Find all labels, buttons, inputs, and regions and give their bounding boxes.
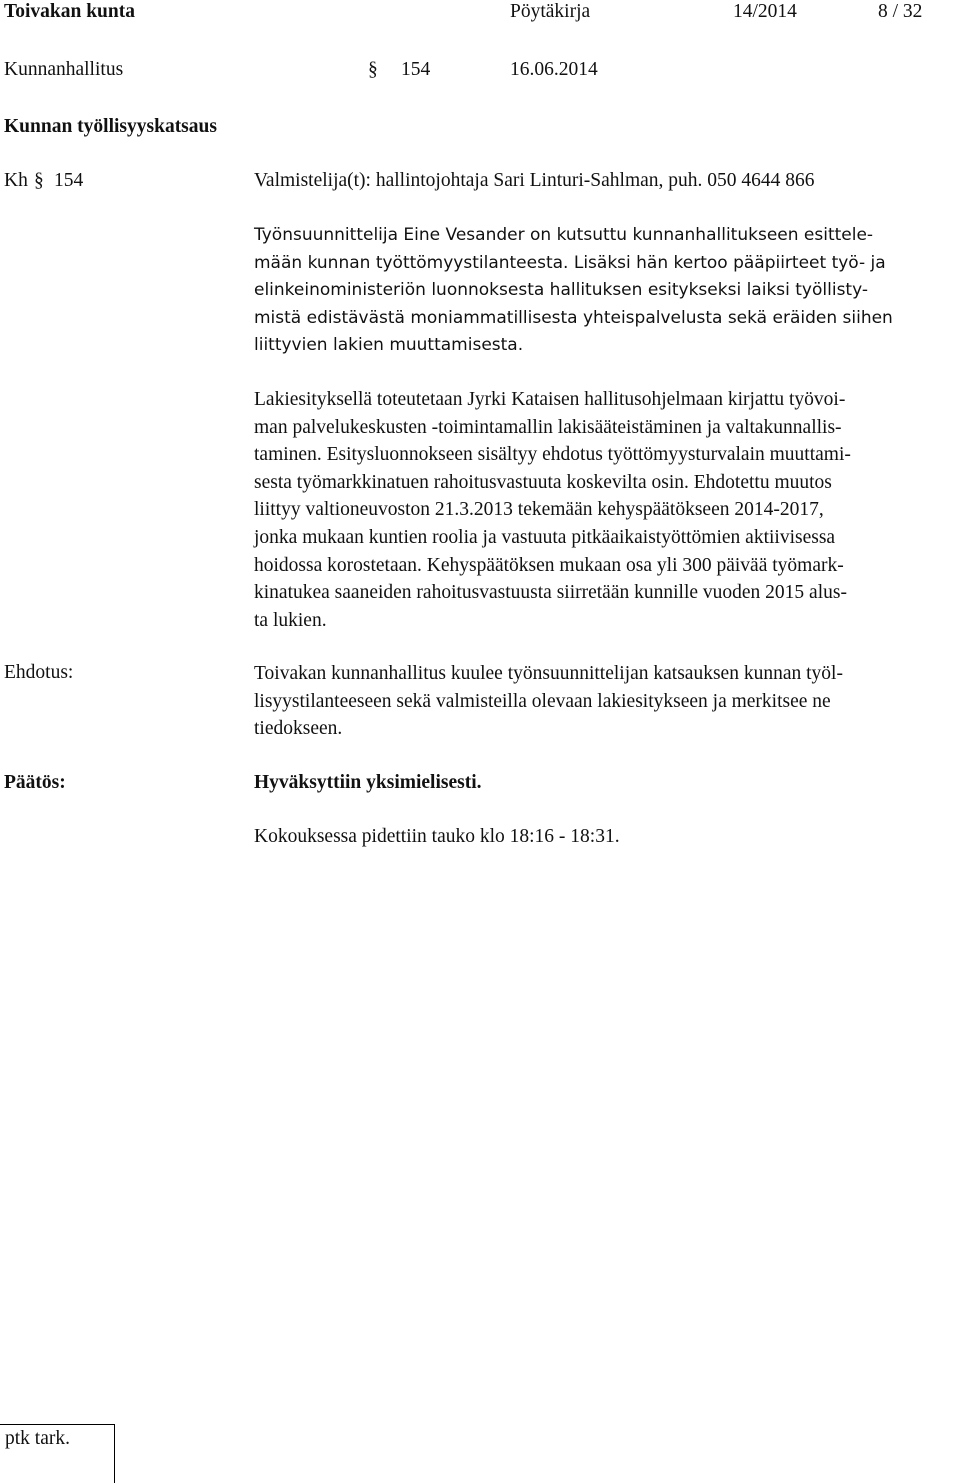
text-line: kinatukea saaneiden rahoitusvastuusta siirretään kunnille vuoden 2015 alus- <box>254 582 847 604</box>
document-number: 14/2014 <box>733 1 797 22</box>
text-line: mään kunnan työttömyystilanteesta. Lisäksi hän kertoo pääpiirteet työ- ja <box>254 252 886 273</box>
paragraph-presentation <box>254 222 954 360</box>
proposal-text <box>254 660 954 743</box>
text-line: tiedokseen. <box>254 718 343 740</box>
text-line: jonka mukaan kuntien roolia ja vastuuta pitkäaikaistyöttömien aktiivisessa <box>254 526 836 548</box>
page-number: 8 / 32 <box>878 1 923 22</box>
item-section-sign: § <box>34 170 44 191</box>
meeting-break-note: Kokouksessa pidettiin tauko klo 18:16 - 18:31. <box>254 826 620 847</box>
text-line: ta lukien. <box>254 609 327 631</box>
paragraph-legislation <box>254 386 954 634</box>
text-line: mistä edistävästä moniammatillisesta yhteispalvelusta sekä eräiden siihen <box>254 307 893 328</box>
text-line: sesta työmarkkinatuen rahoitusvastuuta koskevilta osin. Ehdotettu muutos <box>254 471 832 493</box>
preparer-line: Valmistelija(t): hallintojohtaja Sari Linturi-Sahlman, puh. 050 4644 866 <box>254 170 815 191</box>
section-sign: § <box>368 59 378 80</box>
text-line: liittyvien lakien muuttamisesta. <box>254 335 524 356</box>
decision-text: Hyväksyttiin yksimielisesti. <box>254 772 482 793</box>
proposal-label: Ehdotus: <box>4 662 74 683</box>
text-line: Toivakan kunnanhallitus kuulee työnsuunnittelijan katsauksen kunnan työl- <box>254 663 843 684</box>
text-line: Lakiesityksellä toteutetaan Jyrki Kataisen hallitusohjelmaan kirjattu työvoi- <box>254 389 846 410</box>
decision-label: Päätös: <box>4 772 66 793</box>
text-line: man palvelukeskusten -toimintamallin lakisääteistäminen ja valtakunnallis- <box>254 416 842 438</box>
text-line: lisyystilanteeseen sekä valmisteilla olevaan lakiesitykseen ja merkitsee ne <box>254 690 831 712</box>
stamp-box-top-border <box>0 1424 115 1425</box>
text-line: taminen. Esitysluonnokseen sisältyy ehdotus työttömyysturvalain muuttami- <box>254 444 851 466</box>
text-line: elinkeinoministeriön luonnoksesta hallituksen esitykseksi laiksi työllisty- <box>254 280 868 301</box>
item-number: 154 <box>54 170 84 191</box>
document-type: Pöytäkirja <box>510 1 591 22</box>
text-line: Työnsuunnittelija Eine Vesander on kutsuttu kunnanhallitukseen esittele- <box>254 225 874 245</box>
text-line: liittyy valtioneuvoston 21.3.2013 tekemään kehyspäätökseen 2014-2017, <box>254 499 824 521</box>
item-title: Kunnan työllisyyskatsaus <box>4 116 217 137</box>
municipality-name: Toivakan kunta <box>4 1 135 22</box>
governing-body: Kunnanhallitus <box>4 59 124 80</box>
stamp-box-right-border <box>114 1424 115 1483</box>
minutes-check-stamp: ptk tark. <box>5 1428 70 1449</box>
section-number: 154 <box>401 59 431 80</box>
item-label: Kh <box>4 170 28 191</box>
meeting-date: 16.06.2014 <box>510 59 598 80</box>
text-line: hoidossa korostetaan. Kehyspäätöksen mukaan osa yli 300 päivää työmark- <box>254 554 844 576</box>
